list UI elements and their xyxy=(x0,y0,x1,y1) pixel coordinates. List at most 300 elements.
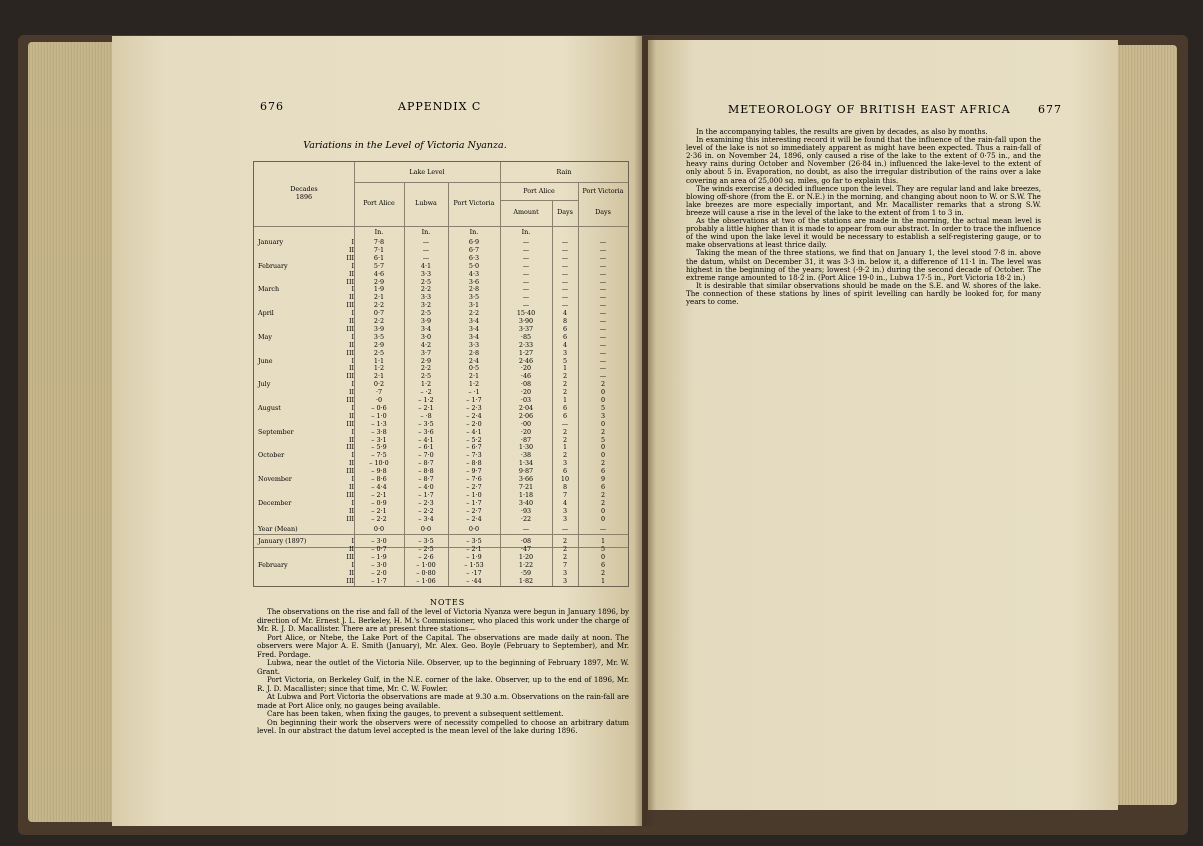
cell-pvd: 0 xyxy=(600,451,606,460)
cell-lu: 3·3 xyxy=(420,293,432,302)
cell-days: 2 xyxy=(562,388,568,397)
cell-lu: – 4·0 xyxy=(418,482,434,491)
cell-lu: 3·7 xyxy=(420,348,432,357)
cell-pvd: — xyxy=(599,340,607,349)
cell-d: II xyxy=(348,317,354,325)
rain-port-alice-header: Port Alice xyxy=(523,187,555,195)
cell-amt: ·20 xyxy=(520,388,532,397)
cell-m: November xyxy=(258,475,292,483)
cell-pa: – 1·9 xyxy=(371,553,387,562)
cell-d: II xyxy=(348,568,354,577)
cell-d: II xyxy=(348,545,354,554)
cell-days: 2 xyxy=(562,380,568,389)
cell-pvd: 2 xyxy=(600,427,606,436)
cell-pv: – 3·5 xyxy=(466,537,482,546)
cell-d: I xyxy=(351,261,354,270)
cell-m: January xyxy=(258,238,284,246)
cell-lu: – 7·0 xyxy=(418,451,434,460)
cell-pvd: — xyxy=(599,372,607,381)
cell-pvd: 2 xyxy=(600,380,606,389)
days2-header: Days xyxy=(595,208,611,216)
left-running-head: APPENDIX C xyxy=(398,100,482,113)
cell-pa: 0·7 xyxy=(373,309,385,318)
cell-days: 10 xyxy=(560,475,570,483)
cell-pa: 1·1 xyxy=(373,356,385,365)
cell-pv: – 1·9 xyxy=(466,553,482,562)
cell-pv: 3·4 xyxy=(468,317,480,325)
cell-pvd: 0 xyxy=(600,388,606,397)
cell-amt: — xyxy=(522,293,530,302)
cell-pa: 2·2 xyxy=(373,317,385,325)
cell-amt: — xyxy=(522,269,530,278)
cell-amt: 2·33 xyxy=(518,340,534,349)
cell-m: February xyxy=(258,561,288,569)
cell-pv: 3·6 xyxy=(468,277,480,286)
cell-lu: – ·8 xyxy=(420,411,432,420)
cell-pv: – 2·3 xyxy=(466,403,482,412)
cell-pa: – 2·1 xyxy=(371,506,387,515)
cell-lu: 3·4 xyxy=(420,324,432,333)
units-row xyxy=(254,228,628,237)
cell-days: — xyxy=(561,277,569,286)
cell-pa: 1·9 xyxy=(373,285,385,294)
cell-amt: ·08 xyxy=(520,537,532,546)
cell-pv: – 2·0 xyxy=(466,419,482,428)
cell-d: III xyxy=(346,396,354,404)
cell-d: I xyxy=(351,309,354,318)
cell-pa: 2·2 xyxy=(373,301,385,310)
cell-lu: – 8·7 xyxy=(418,459,434,468)
cell-pvd: — xyxy=(599,238,607,246)
cell-amt: ·20 xyxy=(520,427,532,436)
cell-pv: – 8·8 xyxy=(466,459,482,468)
table-row xyxy=(254,577,628,586)
note-paragraph: Lubwa, near the outlet of the Victoria Nile. Observer, up to the beginning of February 1897, Mr. W. Grant. xyxy=(257,658,629,676)
cell-days: 4 xyxy=(562,340,568,349)
cell-pvd: — xyxy=(599,332,607,341)
cell-pv: 3·5 xyxy=(468,293,480,302)
cell-m: July xyxy=(258,380,271,389)
cell-pa: – 3·1 xyxy=(371,435,387,444)
cell-days: 6 xyxy=(562,324,568,333)
cell-pv: 3·3 xyxy=(468,340,480,349)
cell-pv: – 9·7 xyxy=(466,467,482,476)
cell-amt: ·93 xyxy=(520,506,532,515)
cell-pvd: 9 xyxy=(600,475,606,483)
cell-pa: 2·9 xyxy=(373,340,385,349)
cell-lu: – 8·8 xyxy=(418,467,434,476)
cell-amt: 3·37 xyxy=(518,324,534,333)
cell-pv: – 1·7 xyxy=(466,498,482,507)
cell-d: I xyxy=(351,403,354,412)
cell-amt: ·47 xyxy=(520,545,532,554)
cell-days: — xyxy=(561,285,569,294)
cell-d: II xyxy=(348,482,354,491)
rain-port-victoria-header: Port Victoria xyxy=(582,187,624,195)
notes xyxy=(257,608,629,736)
cell-pa: 6·1 xyxy=(373,253,385,262)
cell-amt: ·20 xyxy=(520,364,532,373)
cell-pa: – 2·1 xyxy=(371,490,387,499)
cell-m: January (1897) xyxy=(258,537,307,546)
cell-d: II xyxy=(348,506,354,515)
cell-amt: ·22 xyxy=(520,514,532,523)
cell-days: 2 xyxy=(562,372,568,381)
cell-amt: 15·40 xyxy=(516,309,536,318)
cell-pv: – 7·3 xyxy=(466,451,482,460)
cell-lu: 2·2 xyxy=(420,364,432,373)
unit-lu: In. xyxy=(421,228,431,236)
cell-pa: 0·2 xyxy=(373,380,385,389)
cell-days: 6 xyxy=(562,467,568,476)
cell-pa: 7·8 xyxy=(373,238,385,246)
cell-pv: – 2·7 xyxy=(466,506,482,515)
cell-lu: — xyxy=(422,245,430,254)
cell-days: — xyxy=(561,245,569,254)
cell-lu: – 2·5 xyxy=(418,545,434,554)
cell-pv: – 2·1 xyxy=(466,545,482,554)
cell-d: I xyxy=(351,498,354,507)
cell-amt: — xyxy=(522,245,530,254)
cell-pa: – 1·3 xyxy=(371,419,387,428)
cell-pv: 3·1 xyxy=(468,301,480,310)
body-paragraph: As the observations at two of the stations are made in the morning, the actual mean level is probably a little higher than it is made to appear from our abstract. In order to trace the influence of the wind upon the lake level it would be necessary to establish a self-registering gauge, or to make observations at least thrice daily. xyxy=(686,216,1041,250)
cell-days: 3 xyxy=(562,459,568,468)
cell-amt: 2·06 xyxy=(518,411,534,420)
right-page-text xyxy=(686,128,1041,306)
cell-pvd: 2 xyxy=(600,490,606,499)
cell-pa: 2·1 xyxy=(373,293,385,302)
cell-pa: 5·7 xyxy=(373,261,385,270)
cell-pvd: — xyxy=(599,324,607,333)
cell-lu: 2·5 xyxy=(420,309,432,318)
cell-days: 2 xyxy=(562,545,568,554)
cell-pa: – 3·8 xyxy=(371,427,387,436)
cell-pvd: 2 xyxy=(600,459,606,468)
cell-m: June xyxy=(258,356,273,365)
cell-days: 6 xyxy=(562,411,568,420)
cell-pa: 4·6 xyxy=(373,269,385,278)
cell-pvd: 0 xyxy=(600,396,606,404)
cell-pv: – 1·53 xyxy=(464,561,484,569)
cell-days: 3 xyxy=(562,348,568,357)
cell-pa: – 1·7 xyxy=(371,576,387,585)
cell-d: II xyxy=(348,293,354,302)
cell-amt: — xyxy=(522,253,530,262)
cell-days: 8 xyxy=(562,317,568,325)
cell-d: I xyxy=(351,380,354,389)
cell-days: — xyxy=(561,238,569,246)
amount-header: Amount xyxy=(513,208,539,216)
cell-amt: ·00 xyxy=(520,419,532,428)
cell-lu: – 8·7 xyxy=(418,475,434,483)
cell-d: III xyxy=(346,253,354,262)
cell-pvd: 6 xyxy=(600,482,606,491)
cell-pa: 1·2 xyxy=(373,364,385,373)
cell-pa: – 3·0 xyxy=(371,561,387,569)
cell-d: I xyxy=(351,238,354,246)
cell-pvd: — xyxy=(599,253,607,262)
cell-pvd: 0 xyxy=(600,553,606,562)
cell-amt: — xyxy=(522,525,530,534)
cell-d: I xyxy=(351,451,354,460)
cell-pa: – 2·2 xyxy=(371,514,387,523)
port-victoria-header: Port Victoria xyxy=(453,199,495,207)
cell-pv: 2·8 xyxy=(468,285,480,294)
cell-amt: 7·21 xyxy=(518,482,534,491)
body-paragraph: The winds exercise a decided influence upon the level. They are regular land and lake breezes, blowing off-shore (from the E. or N.E.) in the morning, and changing about noon to W. or S.W. The lake breezes are more especially important, and Mr. Macallister remarks that a strong S.W. breeze will cause a rise in the level of the lake to the extent of from 1 to 3 in. xyxy=(686,183,1041,217)
cell-pvd: 0 xyxy=(600,514,606,523)
cell-pa: – 7·5 xyxy=(371,451,387,460)
cell-d: III xyxy=(346,514,354,523)
cell-pvd: — xyxy=(599,269,607,278)
cell-m: October xyxy=(258,451,285,460)
cell-d: I xyxy=(351,332,354,341)
cell-amt: 1·82 xyxy=(518,576,534,585)
cell-d: III xyxy=(346,419,354,428)
days-header: Days xyxy=(557,208,573,216)
cell-lu: – 6·1 xyxy=(418,443,434,452)
cell-m: February xyxy=(258,261,288,270)
cell-amt: — xyxy=(522,285,530,294)
cell-pvd: — xyxy=(599,317,607,325)
cell-pa: – 1·0 xyxy=(371,411,387,420)
cell-pa: 7·1 xyxy=(373,245,385,254)
cell-pa: – 2·0 xyxy=(371,568,387,577)
cell-lu: 2·9 xyxy=(420,356,432,365)
cell-pa: 3·5 xyxy=(373,332,385,341)
cell-lu: – 3·4 xyxy=(418,514,434,523)
lake-level-table xyxy=(253,161,629,587)
book-gutter xyxy=(634,36,656,826)
cell-pvd: — xyxy=(599,293,607,302)
cell-pv: – ·44 xyxy=(466,576,482,585)
body-paragraph: It is desirable that similar observations should be made on the S.E. and W. shores of the lake. The connection of these stations by lines of spirit levelling can hardly be looked for, for many years to come. xyxy=(686,280,1041,306)
cell-amt: ·08 xyxy=(520,380,532,389)
cell-pvd: 1 xyxy=(600,537,606,546)
cell-pa: 3·9 xyxy=(373,324,385,333)
cell-amt: 2·04 xyxy=(518,403,534,412)
cell-pvd: 0 xyxy=(600,506,606,515)
cell-days: 5 xyxy=(562,356,568,365)
cell-days: — xyxy=(561,301,569,310)
cell-d: III xyxy=(346,443,354,452)
cell-pvd: 0 xyxy=(600,443,606,452)
cell-pvd: — xyxy=(599,364,607,373)
note-paragraph: On beginning their work the observers were of necessity compelled to choose an arbitrary datum level. In our abstract the datum level accepted is the mean level of the lake during 1896. xyxy=(257,717,629,735)
cell-pv: 3·4 xyxy=(468,324,480,333)
cell-lu: – 2·1 xyxy=(418,403,434,412)
cell-amt: — xyxy=(522,277,530,286)
cell-pvd: — xyxy=(599,309,607,318)
cell-lu: 0·0 xyxy=(420,525,432,534)
cell-pv: 6·7 xyxy=(468,245,480,254)
cell-lu: – 0·80 xyxy=(416,568,436,577)
cell-pvd: 2 xyxy=(600,568,606,577)
cell-pv: – 2·4 xyxy=(466,514,482,523)
cell-pa: – 0·7 xyxy=(371,545,387,554)
notes-title: NOTES xyxy=(430,598,466,607)
cell-pa: – 0·9 xyxy=(371,498,387,507)
cell-pvd: 3 xyxy=(600,411,606,420)
cell-days: 2 xyxy=(562,553,568,562)
cell-lu: – 1·06 xyxy=(416,576,436,585)
cell-days: 3 xyxy=(562,506,568,515)
cell-d: I xyxy=(351,285,354,294)
unit-amt: In. xyxy=(521,228,531,236)
cell-lu: – 2·3 xyxy=(418,498,434,507)
cell-days: — xyxy=(561,261,569,270)
cell-days: 4 xyxy=(562,309,568,318)
cell-lu: 3·3 xyxy=(420,269,432,278)
cell-lu: 2·5 xyxy=(420,277,432,286)
cell-days: 2 xyxy=(562,451,568,460)
cell-amt: ·46 xyxy=(520,372,532,381)
body-paragraph: Taking the mean of the three stations, we find that on January 1, the level stood 7·8 in. above the datum, whilst on December 31, it was 3·3 in. below it, a difference of 11·1 in. The level was highest in the beginning of the years; lowest (-9·2 in.) during the second decade of October. The extreme range amounted to 18·2 in. (Port Alice 19·0 in., Lubwa 17·5 in., Port Victoria 18·2 in.) xyxy=(686,248,1041,282)
table-row xyxy=(254,525,628,534)
cell-pv: – ·1 xyxy=(468,388,480,397)
cell-pvd: 6 xyxy=(600,467,606,476)
cell-pa: – 0·6 xyxy=(371,403,387,412)
cell-d: II xyxy=(348,459,354,468)
cell-m: Year (Mean) xyxy=(258,525,298,534)
right-running-head: METEOROLOGY OF BRITISH EAST AFRICA xyxy=(728,103,1011,116)
lake-level-header: Lake Level xyxy=(409,168,445,176)
left-page-number: 676 xyxy=(260,100,284,113)
cell-d: II xyxy=(348,364,354,373)
cell-lu: – 4·1 xyxy=(418,435,434,444)
cell-pvd: — xyxy=(599,261,607,270)
cell-days: 2 xyxy=(562,537,568,546)
cell-pv: 0·5 xyxy=(468,364,480,373)
cell-d: I xyxy=(351,475,354,483)
year-header: 1896 xyxy=(295,193,313,201)
cell-amt: 1·27 xyxy=(518,348,534,357)
cell-pa: – 3·0 xyxy=(371,537,387,546)
cell-days: 3 xyxy=(562,568,568,577)
cell-m: August xyxy=(258,403,281,412)
cell-lu: 3·2 xyxy=(420,301,432,310)
cell-amt: 3·40 xyxy=(518,498,534,507)
cell-m: December xyxy=(258,498,292,507)
cell-lu: – 2·6 xyxy=(418,553,434,562)
cell-pvd: — xyxy=(599,245,607,254)
cell-lu: 4·1 xyxy=(420,261,432,270)
cell-pvd: 1 xyxy=(600,576,606,585)
cell-pvd: — xyxy=(599,285,607,294)
cell-lu: – 3·5 xyxy=(418,537,434,546)
cell-pv: 6·3 xyxy=(468,253,480,262)
cell-days: 2 xyxy=(562,435,568,444)
cell-amt: ·38 xyxy=(520,451,532,460)
cell-amt: — xyxy=(522,238,530,246)
cell-days: 2 xyxy=(562,427,568,436)
cell-lu: – 1·7 xyxy=(418,490,434,499)
cell-d: III xyxy=(346,324,354,333)
cell-pv: 6·9 xyxy=(468,238,480,246)
cell-pvd: — xyxy=(599,356,607,365)
cell-pa: – 10·0 xyxy=(369,459,389,468)
cell-d: I xyxy=(351,356,354,365)
cell-pvd: — xyxy=(599,525,607,534)
cell-days: 1 xyxy=(562,396,568,404)
port-alice-header: Port Alice xyxy=(363,199,395,207)
note-paragraph: Port Alice, or Ntebe, the Lake Port of the Capital. The observations are made daily at noon. The observers were Major A. E. Smith (January), Mr. Alex. Geo. Boyle (February to September), and Mr. Fred. Pordage. xyxy=(257,632,629,659)
note-paragraph: At Lubwa and Port Victoria the observations are made at 9.30 a.m. Observations on the rain-fall are made at Port Alice only, no gauges being available. xyxy=(257,692,629,710)
cell-pa: ·7 xyxy=(375,388,383,397)
cell-pv: 2·8 xyxy=(468,348,480,357)
cell-d: III xyxy=(346,576,354,585)
lubwa-header: Lubwa xyxy=(415,199,437,207)
cell-days: 8 xyxy=(562,482,568,491)
cell-pv: 2·4 xyxy=(468,356,480,365)
unit-pv: In. xyxy=(469,228,479,236)
cell-pa: – 9·8 xyxy=(371,467,387,476)
cell-days: 3 xyxy=(562,514,568,523)
body-paragraph: In the accompanying tables, the results are given by decades, as also by months. xyxy=(696,127,988,136)
cell-lu: – ·2 xyxy=(420,388,432,397)
cell-days: — xyxy=(561,269,569,278)
cell-d: II xyxy=(348,245,354,254)
cell-pv: – 1·0 xyxy=(466,490,482,499)
cell-pvd: 0 xyxy=(600,419,606,428)
cell-days: 1 xyxy=(562,364,568,373)
cell-days: 3 xyxy=(562,576,568,585)
cell-amt: — xyxy=(522,261,530,270)
cell-days: 6 xyxy=(562,332,568,341)
cell-m: April xyxy=(258,309,274,318)
cell-lu: 1·2 xyxy=(420,380,432,389)
cell-m: September xyxy=(258,427,294,436)
cell-amt: — xyxy=(522,301,530,310)
cell-pa: – 8·6 xyxy=(371,475,387,483)
cell-pv: – 7·6 xyxy=(466,475,482,483)
cell-d: III xyxy=(346,490,354,499)
cell-pvd: — xyxy=(599,348,607,357)
cell-amt: ·03 xyxy=(520,396,532,404)
cell-d: II xyxy=(348,340,354,349)
cell-days: — xyxy=(561,419,569,428)
cell-pvd: 5 xyxy=(600,403,606,412)
cell-d: I xyxy=(351,427,354,436)
cell-d: III xyxy=(346,372,354,381)
cell-days: — xyxy=(561,293,569,302)
cell-amt: 1·34 xyxy=(518,459,534,468)
cell-pv: 2·1 xyxy=(468,372,480,381)
cell-d: III xyxy=(346,348,354,357)
cell-amt: 1·30 xyxy=(518,443,534,452)
decades-header: Decades xyxy=(290,185,318,193)
cell-pa: – 5·9 xyxy=(371,443,387,452)
cell-pv: – 4·1 xyxy=(466,427,482,436)
cell-pv: 1·2 xyxy=(468,380,480,389)
cell-d: II xyxy=(348,411,354,420)
cell-pv: – 2·4 xyxy=(466,411,482,420)
cell-pv: 5·0 xyxy=(468,261,480,270)
note-paragraph: Care has been taken, when fixing the gauges, to prevent a subsequent settlement. xyxy=(267,709,564,718)
cell-pv: 3·4 xyxy=(468,332,480,341)
cell-d: I xyxy=(351,561,354,569)
cell-lu: – 1·2 xyxy=(418,396,434,404)
cell-pa: – 4·4 xyxy=(371,482,387,491)
cell-m: March xyxy=(258,285,280,294)
cell-days: 6 xyxy=(562,403,568,412)
cell-lu: 2·2 xyxy=(420,285,432,294)
cell-d: II xyxy=(348,388,354,397)
right-page-number: 677 xyxy=(1038,103,1062,116)
cell-days: 7 xyxy=(562,561,568,569)
cell-days: — xyxy=(561,525,569,534)
